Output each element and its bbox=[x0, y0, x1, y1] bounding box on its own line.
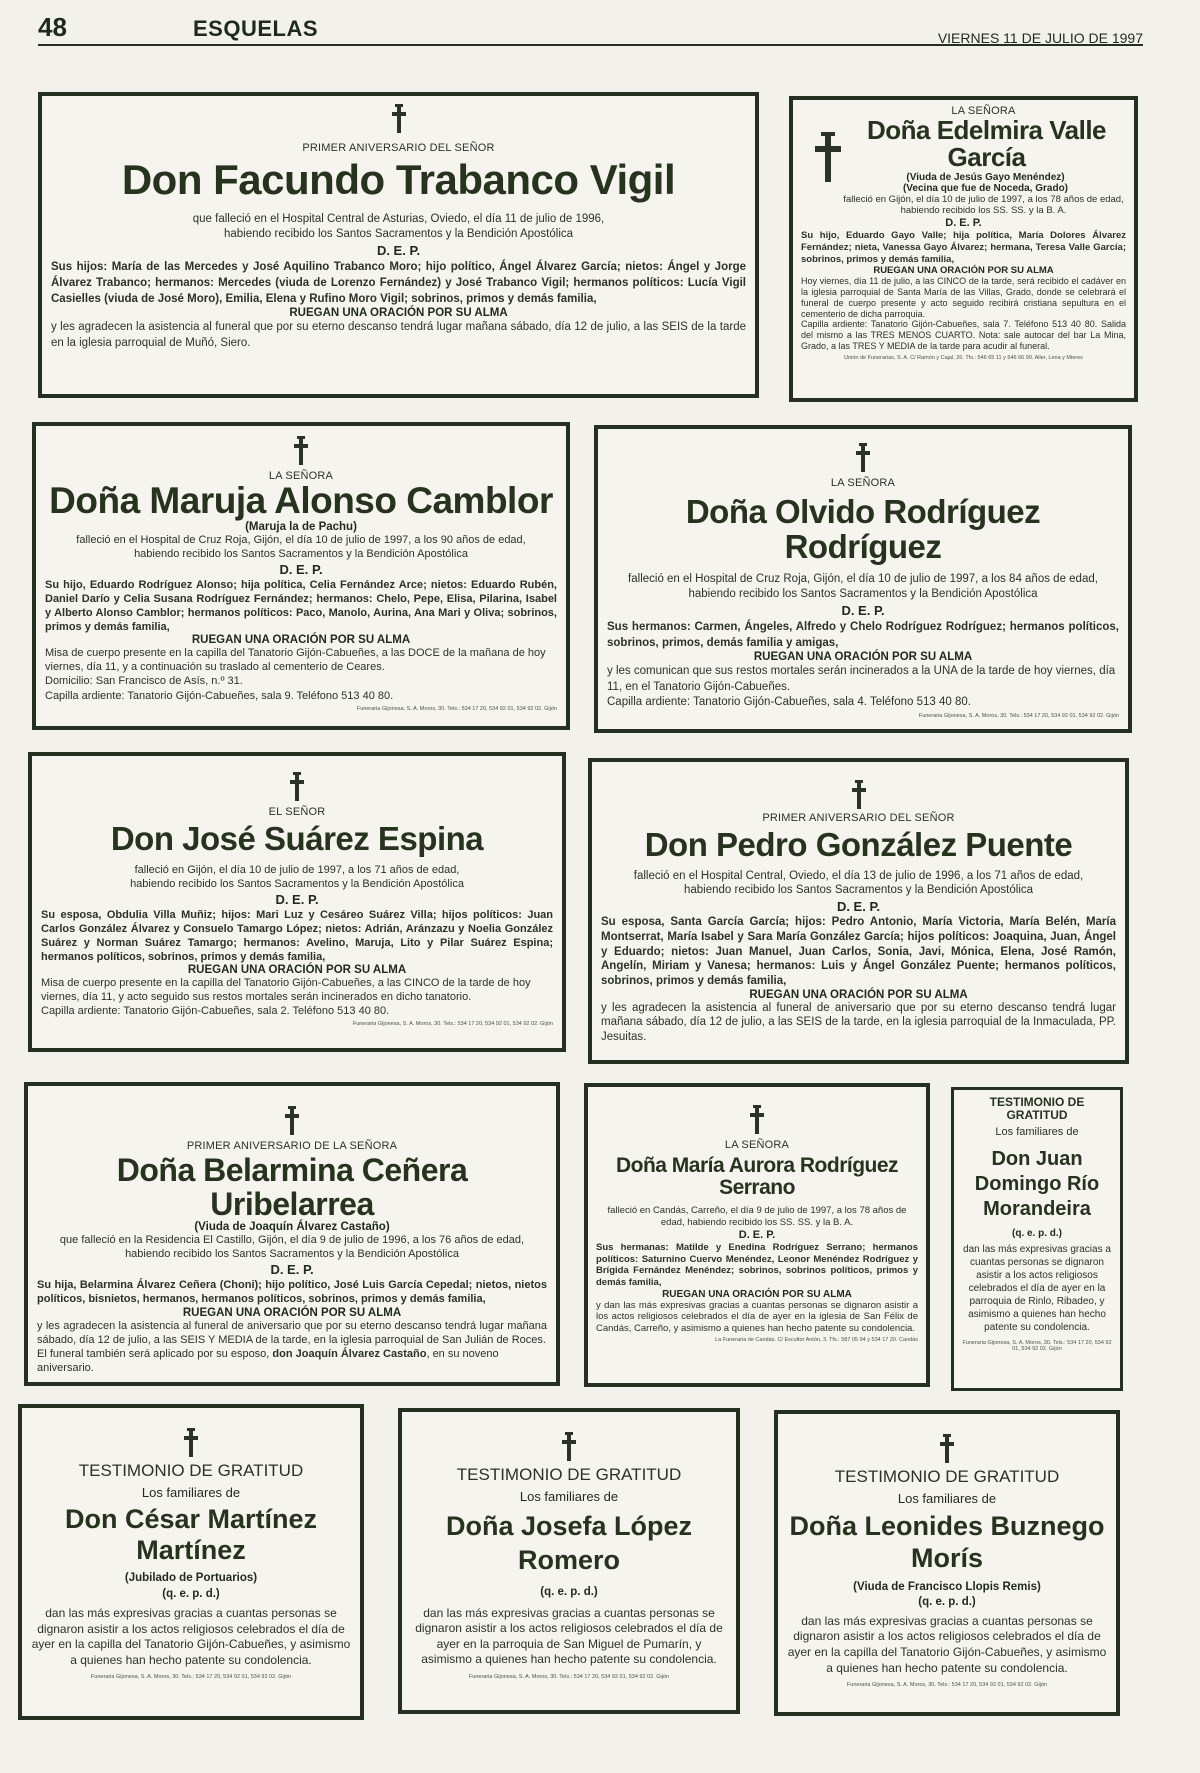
gratitude-cesar bbox=[18, 1404, 364, 1720]
qepd: (q. e. p. d.) bbox=[540, 1585, 598, 1598]
announcement-kind: EL SEÑOR bbox=[268, 806, 326, 818]
funeral-home: Funeraria Gijonesa, S. A. Moros, 30. Tels.: 534 17 20, 534 92 01, 534 92 02. Gijón bbox=[962, 1340, 1112, 1353]
qepd: (q. e. p. d.) bbox=[1012, 1228, 1062, 1240]
widow-of: (Viuda de Francisco Llopis Remis) bbox=[853, 1580, 1041, 1593]
husband-note-text: El funeral también será aplicado por su esposo, bbox=[37, 1347, 270, 1360]
gratitude-text: dan las más expresivas gracias a cuantas personas se dignaron asistir a los actos religiosos celebrados el día de ayer en la parroquia de San Miguel de Pumarín, y asimismo a quienes han hecho patente su condolencia. bbox=[415, 1605, 723, 1667]
relatives-of: Los familiares de bbox=[897, 1491, 997, 1506]
gratitude-josefa bbox=[398, 1408, 740, 1714]
widow-of: (Viuda de Jesús Gayo Menéndez) bbox=[906, 171, 1065, 183]
deceased-name: Doña Olvido Rodríguez Rodríguez bbox=[685, 493, 1041, 565]
home-address: Domicilio: San Francisco de Asís, n.º 31. bbox=[45, 675, 243, 688]
gratitude-text: dan las más expresivas gracias a cuantas personas se dignaron asistir a los actos religiosos celebrados el día de ayer en la capilla del Tanatorio Gijón-Cabueñes, y asimismo a quienes han hecho patente su condolencia. bbox=[31, 1606, 351, 1667]
announcement-kind: PRIMER ANIVERSARIO DE LA SEÑORA bbox=[186, 1140, 398, 1152]
death-details: que falleció en el Hospital Central de Asturias, Oviedo, el día 11 de julio de 1996, bbox=[192, 213, 605, 226]
chapel-details: Capilla ardiente: Tanatorio Gijón-Cabueñes, sala 4. Teléfono 513 40 80. bbox=[607, 696, 971, 709]
page-header bbox=[38, 10, 1143, 46]
death-details: falleció en Gijón, el día 10 de julio de 1997, a los 71 años de edad, bbox=[134, 863, 460, 876]
husband-note-end: , en su noveno aniversario. bbox=[37, 1347, 499, 1374]
dep: D. E. P. bbox=[275, 891, 319, 907]
obituary-aurora bbox=[584, 1083, 930, 1387]
funeral-details: y les agradecen la asistencia al funeral de aniversario que por su eterno descanso tendrá lugar mañana sábado, día 12 de julio, a las SEIS Y MEDIA de la tarde, en la iglesia parroquial de San Julián de Roces. bbox=[37, 1319, 547, 1346]
family-list: Su hijo, Eduardo Rodríguez Alonso; hija política, Celia Fernández Arce; nietos: Eduardo Rubén, Daniel Darío y Celia Susana Rodríguez Fernández; hermanos: Chelo, Pepe, Elisa, Pilarina, Isabel y Alberto Alonso Camblor; hermanos políticos: Paco, Manolo, Aurina, Ana Mari y Oliva; sobrinos, primos y demás familia, bbox=[45, 579, 557, 634]
deceased-name: Doña Edelmira Valle García bbox=[866, 115, 1107, 173]
cross-icon bbox=[390, 104, 408, 134]
cross-icon bbox=[854, 443, 872, 473]
funeral-home: Funeraria Gijonesa, S. A. Moros, 30. Tels.: 534 17 20, 534 92 01, 534 92 02. Gijón bbox=[846, 1682, 1048, 1689]
chapel-details: Capilla ardiente: Tanatorio Gijón-Cabueñes, sala 7. Teléfono 513 40 80. Salida del mismo a las TRES MENOS CUARTO. Nota: sale autocar del bar La Mina, Grado, a las TRES Y MEDIA de la tarde para acudir al funeral. bbox=[801, 319, 1126, 351]
cross-icon bbox=[182, 1428, 200, 1458]
family-list: Su esposa, Santa García García; hijos: Pedro Antonio, María Victoria, María Belén, María Montserrat, María Isabel y Sara María González García; hijos políticos: Joaquina, Juan, Ángel y Eduardo; nietos: Juan Manuel, Juan Carlos, Sonia, Javi, Mónica, Elena, José Ramón, Angelín, Miriam y Vanesa; hermanos: Luis y Ángel González Puente; hermanos políticos, sobrinos, primos y demás familia, bbox=[601, 916, 1116, 987]
obituary-maruja bbox=[32, 422, 570, 730]
gratitude-header: TESTIMONIO DE GRATITUD bbox=[456, 1465, 682, 1484]
deceased-name: Doña Maruja Alonso Camblor bbox=[49, 480, 553, 521]
cross-icon bbox=[560, 1432, 578, 1462]
cross-icon bbox=[283, 1106, 301, 1136]
sacraments-line: habiendo recibido los Santos Sacramentos y la Bendición Apostólica bbox=[688, 588, 1038, 600]
funeral-home: Funeraria Gijonesa, S. A. Moros, 30. Tels.: 534 17 20, 534 92 01, 534 92 02. Gijón bbox=[468, 1673, 670, 1680]
ruegan-line: RUEGAN UNA ORACIÓN POR SU ALMA bbox=[749, 988, 968, 1001]
funeral-home: Funeraria Gijonesa, S. A. Moros, 30. Tels.: 534 17 20, 534 92 01, 534 92 02. Gijón bbox=[352, 1021, 553, 1028]
funeral-home: Unión de Funerarias, S. A. C/ Ramón y Cajal, 26. Tfs.: 546 65 11 y 546 66 90. Aller, Lena y Mieres bbox=[844, 354, 1083, 361]
qepd: (q. e. p. d.) bbox=[918, 1595, 976, 1608]
dep: D. E. P. bbox=[270, 1262, 314, 1278]
death-details: falleció en el Hospital de Cruz Roja, Gijón, el día 10 de julio de 1997, a los 84 años de edad, bbox=[628, 573, 1098, 586]
announcement-kind: LA SEÑORA bbox=[830, 477, 896, 489]
ruegan-line: RUEGAN UNA ORACIÓN POR SU ALMA bbox=[182, 1306, 402, 1319]
obituary-suarez bbox=[28, 752, 566, 1052]
relatives-of: Los familiares de bbox=[995, 1126, 1079, 1139]
sacraments-line: habiendo recibido los Santos Sacramentos y la Bendición Apostólica bbox=[223, 227, 574, 240]
obituary-olvido bbox=[594, 425, 1132, 733]
cross-icon bbox=[288, 772, 306, 802]
dep: D. E. P. bbox=[279, 562, 323, 577]
announcement-kind: PRIMER ANIVERSARIO DEL SEÑOR bbox=[762, 812, 955, 824]
deceased-name: Doña Josefa López Romero bbox=[445, 1511, 693, 1575]
husband-name: don Joaquín Álvarez Castaño bbox=[272, 1347, 427, 1360]
death-details: falleció en Candás, Carreño, el día 9 de julio de 1997, a los 78 años de edad, habiendo recibido los SS. SS. y la B. A. bbox=[607, 1205, 907, 1228]
family-list: Sus hermanas: Matilde y Enedina Rodríguez Serrano; hermanos políticos: Saturnino Cuervo Menéndez, Leonor Menéndez Rodríguez y Brígida Fernández Menéndez; sobrinos, sobrinos políticos, primos y demás familia, bbox=[596, 1242, 918, 1288]
family-list: Su esposa, Obdulia Villa Muñiz; hijos: Mari Luz y Cesáreo Suárez Villa; hijos políticos: Juan Carlos González Álvarez y Consuelo Tamargo López; nietos: Adrián, Aránzazu y Noelia González Suárez y Norman Suárez Tamargo; hermanos: Avelino, Maruja, Lito y Pilar Suárez Espina; hermanos políticos, sobrinos, primos y demás familia, bbox=[41, 908, 553, 964]
gratitude-text: y dan las más expresivas gracias a cuantas personas se dignaron asistir a los actos religiosos celebrados el día de ayer en la iglesia de San Félix de Candás, Carreño, y asimismo a quienes han hecho patente su condolencia. bbox=[596, 1299, 918, 1334]
ruegan-line: RUEGAN UNA ORACIÓN POR SU ALMA bbox=[753, 650, 973, 663]
sacraments-line: habiendo recibido los Santos Sacramentos y la Bendición Apostólica bbox=[134, 547, 468, 560]
funeral-details: y les agradecen la asistencia al funeral que por su eterno descanso tendrá lugar mañana sábado, día 12 de julio, a las SEIS de la tarde en la iglesia parroquial de Muñó, Siero. bbox=[51, 320, 746, 349]
funeral-details: Misa de cuerpo presente en la capilla del Tanatorio Gijón-Cabueñes, a las CINCO de la tarde de hoy viernes, día 11, y acto seguido sus restos mortales serán incinerados en dicho tanatorio. bbox=[41, 977, 531, 1004]
sacraments-line: habiendo recibido los Santos Sacramentos y la Bendición Apostólica bbox=[130, 877, 464, 890]
deceased-name: Don Pedro González Puente bbox=[644, 826, 1073, 863]
sacraments-line: habiendo recibido los Santos Sacramentos y la Bendición Apostólica bbox=[683, 884, 1034, 897]
announcement-kind: LA SEÑORA bbox=[951, 105, 1016, 117]
ruegan-line: RUEGAN UNA ORACIÓN POR SU ALMA bbox=[191, 634, 411, 647]
chapel-details: Capilla ardiente: Tanatorio Gijón-Cabueñes, sala 9. Teléfono 513 40 80. bbox=[45, 689, 394, 702]
funeral-home: Funeraria Gijonesa, S. A. Moros, 30. Tels.: 534 17 20, 534 92 01, 534 92 02. Gijón bbox=[90, 1674, 292, 1681]
announcement-kind: PRIMER ANIVERSARIO DEL SEÑOR bbox=[302, 142, 495, 154]
ruegan-line: RUEGAN UNA ORACIÓN POR SU ALMA bbox=[662, 1288, 852, 1300]
obituary-edelmira bbox=[789, 96, 1138, 402]
relatives-of: Los familiares de bbox=[519, 1489, 619, 1504]
qepd: (q. e. p. d.) bbox=[162, 1588, 220, 1601]
widow-of: (Viuda de Joaquín Álvarez Castaño) bbox=[194, 1221, 390, 1234]
cross-icon bbox=[938, 1434, 956, 1464]
gratitude-domingo bbox=[951, 1087, 1123, 1391]
gratitude-header: TESTIMONIO DE GRATITUD bbox=[834, 1467, 1060, 1486]
ruegan-line: RUEGAN UNA ORACIÓN POR SU ALMA bbox=[187, 964, 407, 977]
deceased-name: Doña Belarmina Ceñera Uribelarrea bbox=[116, 1152, 468, 1222]
obituary-belarmina bbox=[24, 1082, 560, 1386]
dep: D. E. P. bbox=[836, 899, 881, 915]
cross-icon bbox=[748, 1105, 766, 1135]
gratitude-text: dan las más expresivas gracias a cuantas personas se dignaron asistir a los actos religiosos celebrados el día de ayer en la parroquia de Rinlo, Ribadeo, y asimismo a quienes han hecho patente su condolencia. bbox=[963, 1244, 1111, 1334]
funeral-details: y les agradecen la asistencia al funeral de aniversario que por su eterno descanso tendrá lugar mañana sábado, día 12 de julio, a las SEIS de la tarde, en la iglesia parroquial de la Inmaculada, PP. Jesuitas. bbox=[601, 1001, 1116, 1044]
obituary-gonzalez bbox=[588, 758, 1129, 1064]
dep: D. E. P. bbox=[376, 242, 421, 258]
cross-icon bbox=[292, 436, 310, 466]
husband-note bbox=[37, 1347, 547, 1375]
neighbor-of: (Vecina que fue de Noceda, Grado) bbox=[902, 182, 1069, 194]
gratitude-header: TESTIMONIO DE GRATITUD bbox=[989, 1095, 1085, 1122]
funeral-details: y les comunican que sus restos mortales serán incinerados a la UNA de la tarde de hoy viernes, día 11, en el Tanatorio Gijón-Cabueñes. bbox=[607, 664, 1116, 693]
death-details: falleció en el Hospital de Cruz Roja, Gijón, el día 10 de julio de 1997, a los 90 años de edad, bbox=[76, 533, 526, 546]
death-details: que falleció en la Residencia El Castillo, Gijón, el día 9 de julio de 1996, a los 76 años de edad, bbox=[59, 1234, 525, 1247]
funeral-details: Misa de cuerpo presente en la capilla del Tanatorio Gijón-Cabueñes, a las DOCE de la mañana de hoy viernes, día 11, y a continuación su traslado al cementerio de Ceares. bbox=[45, 647, 546, 674]
deceased-name: Don César Martínez Martínez bbox=[64, 1504, 318, 1566]
family-list: Sus hermanos: Carmen, Ángeles, Alfredo y Chelo Rodríguez Rodríguez; hermanos políticos, sobrinos, primos, demás familia y amigas, bbox=[607, 620, 1119, 649]
deceased-name: Don Juan Domingo Río Morandeira bbox=[974, 1148, 1100, 1221]
announcement-kind: LA SEÑORA bbox=[724, 1139, 790, 1151]
page-number: 48 bbox=[38, 12, 67, 42]
family-list: Su hijo, Eduardo Gayo Valle; hija política, María Dolores Álvarez Fernández; nieta, Vanessa Gayo Álvarez; hermana, Teresa Valle García; sobrinos, primos y demás familia, bbox=[801, 230, 1126, 265]
deceased-name: Don José Suárez Espina bbox=[110, 820, 484, 857]
deceased-name: Don Facundo Trabanco Vigil bbox=[121, 156, 676, 203]
section-title: ESQUELAS bbox=[193, 16, 319, 41]
ruegan-line: RUEGAN UNA ORACIÓN POR SU ALMA bbox=[289, 306, 508, 319]
sacraments-line: habiendo recibido los Santos Sacramentos y la Bendición Apostólica bbox=[125, 1248, 459, 1261]
announcement-kind: LA SEÑORA bbox=[268, 470, 334, 482]
obituary-trabanco bbox=[38, 92, 759, 398]
dep: D. E. P. bbox=[738, 1229, 776, 1242]
gratitude-leonides bbox=[774, 1410, 1120, 1716]
gratitude-text: dan las más expresivas gracias a cuantas personas se dignaron asistir a los actos religiosos celebrados el día de ayer en la capilla del Tanatorio Gijón-Cabueñes, y asimismo a quienes han hecho patente su condolencia. bbox=[787, 1613, 1107, 1675]
funeral-home: Funeraria Gijonesa, S. A. Moros, 30. Tels.: 534 17 20, 534 92 01, 534 92 02. Gijón bbox=[356, 705, 557, 712]
dep: D. E. P. bbox=[945, 217, 982, 230]
nickname: (Maruja la de Pachu) bbox=[245, 520, 357, 533]
funeral-home: Funeraria Gijonesa, S. A. Moros, 30. Tels.: 534 17 20, 534 92 01, 534 92 02. Gijón bbox=[918, 712, 1119, 719]
cross-icon bbox=[813, 132, 843, 184]
funeral-home: La Funeraria de Candás. C/ Escultor Antón, 3. Tfs.: 587 05 94 y 534 17 20. Candás bbox=[715, 1337, 918, 1344]
funeral-details: Hoy viernes, día 11 de julio, a las CINCO de la tarde, será recibido el cadáver en la iglesia parroquial de Santa María de las Villas, Grado, donde se celebrará el funeral de cuerpo presente y acto seguido recibirá cristiana sepultura en el cementerio de dicha parroquia. bbox=[801, 276, 1126, 319]
gratitude-header: TESTIMONIO DE GRATITUD bbox=[78, 1461, 304, 1480]
deceased-name: Doña María Aurora Rodríguez Serrano bbox=[615, 1154, 899, 1200]
death-details: falleció en el Hospital Central, Oviedo, el día 13 de julio de 1996, a los 71 años de edad, bbox=[633, 869, 1084, 882]
ruegan-line: RUEGAN UNA ORACIÓN POR SU ALMA bbox=[873, 265, 1054, 277]
relatives-of: Los familiares de bbox=[141, 1485, 241, 1500]
dep: D. E. P. bbox=[841, 602, 885, 618]
occupation: (Jubilado de Portuarios) bbox=[124, 1572, 258, 1585]
death-details: falleció en Gijón, el día 10 de julio de 1997, a los 78 años de edad, habiendo recibido los SS. SS. y la B. A. bbox=[843, 193, 1124, 216]
cross-icon bbox=[850, 780, 868, 810]
family-list: Sus hijos: María de las Mercedes y José Aquilino Trabanco Moro; hijo político, Ángel Álvarez García; nietos: Ángel y Jorge Álvarez Trabanco; hermanos: Mercedes (viuda de Lorenzo Fernández) y José Trabanco Vigil; hermanos políticos: Lucía Vigil Casielles (viuda de José Moro), Emilia, Elena y Rufino Moro Vigil; sobrinos, primos y demás familia, bbox=[51, 260, 746, 305]
issue-date: VIERNES 11 DE JULIO DE 1997 bbox=[937, 30, 1143, 46]
chapel-details: Capilla ardiente: Tanatorio Gijón-Cabueñes, sala 2. Teléfono 513 40 80. bbox=[41, 1005, 390, 1018]
deceased-name: Doña Leonides Buznego Morís bbox=[789, 1511, 1105, 1574]
family-list: Su hija, Belarmina Álvarez Ceñera (Choni); hijo político, José Luis García Cepedal; nietos, nietos políticos, bisnietos, hermanos, hermanos políticos, sobrinos, primos y demás familia, bbox=[37, 1279, 547, 1306]
